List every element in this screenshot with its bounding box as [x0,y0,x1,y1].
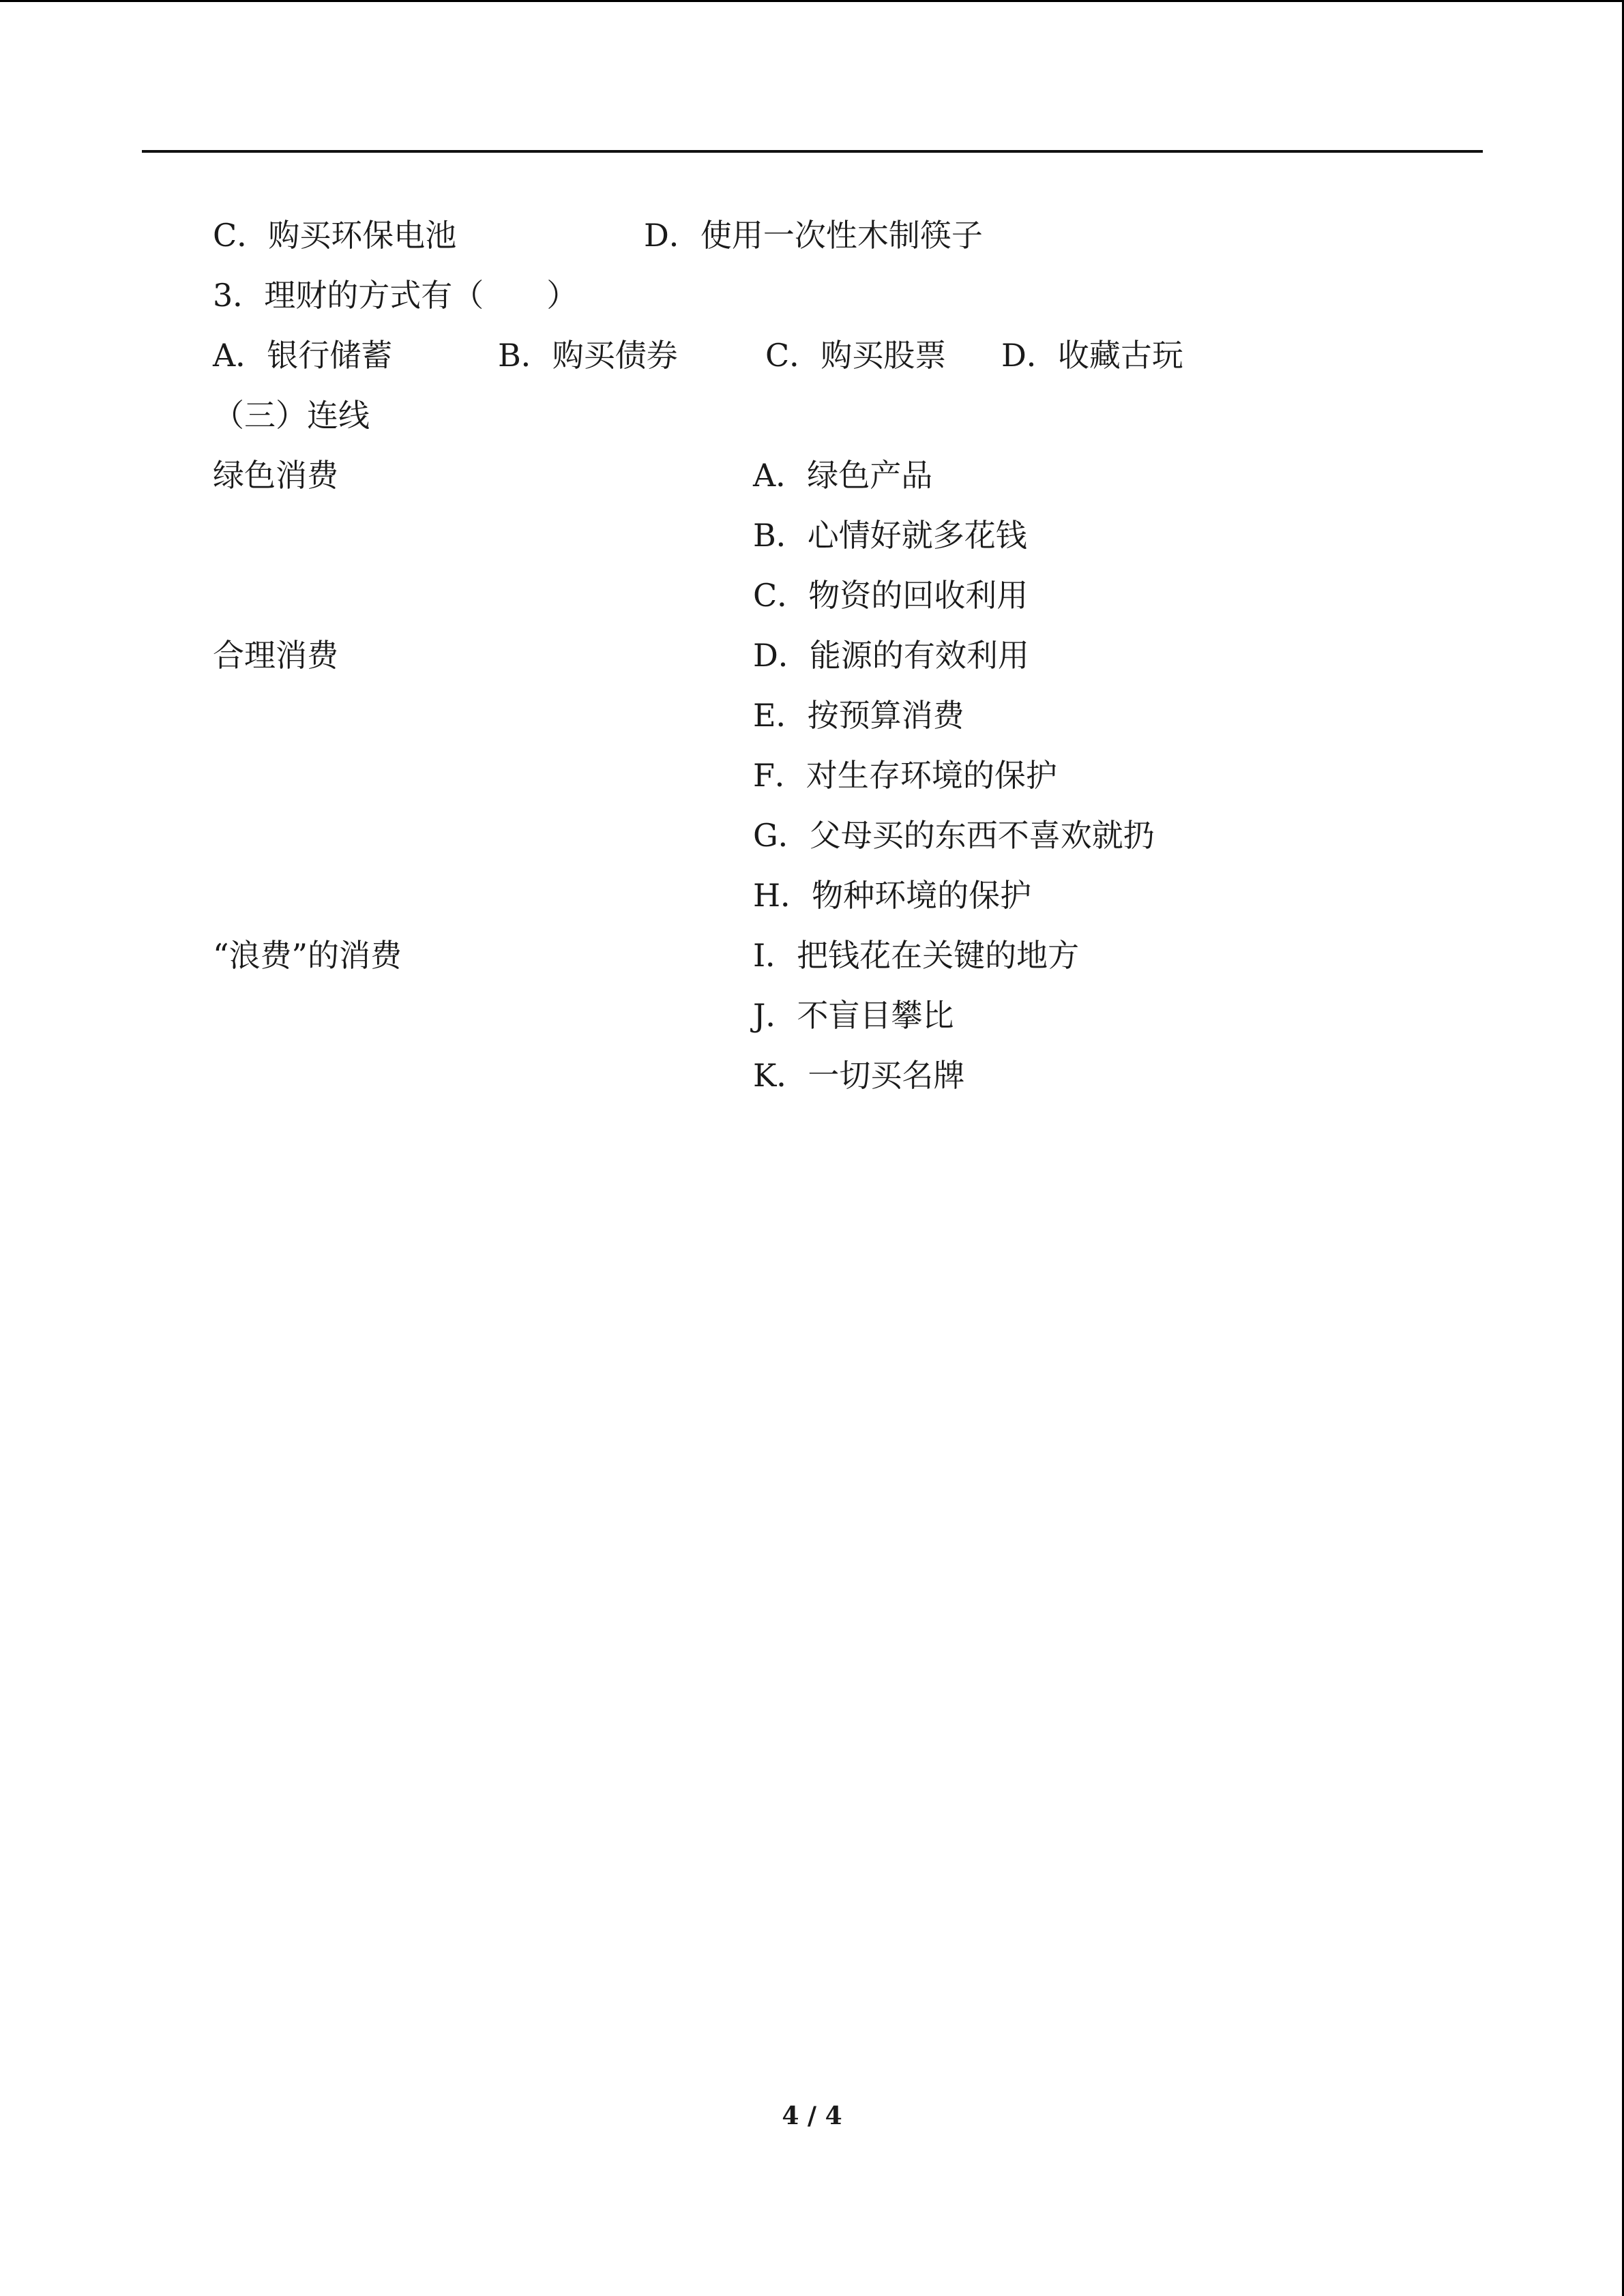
q2-option-c: C．购买环保电池 [213,217,457,254]
right-item-j: J．不盲目攀比 [753,997,954,1034]
right-item-e: E．按预算消费 [753,697,964,734]
q3-option-a: A．银行储蓄 [213,337,393,374]
page-number: 4 / 4 [782,2102,842,2130]
left-item-green-consumption: 绿色消费 [213,457,338,494]
right-item-a: A．绿色产品 [753,457,933,494]
right-item-d: D．能源的有效利用 [753,637,1029,674]
right-item-f: F．对生存环境的保护 [753,757,1057,794]
left-item-wasteful-consumption: “浪费”的消费 [213,937,402,974]
right-item-h: H．物种环境的保护 [753,877,1032,914]
q3-option-c: C．购买股票 [765,337,947,374]
q2-option-d: D．使用一次性木制筷子 [644,217,983,254]
left-item-reasonable-consumption: 合理消费 [213,637,338,674]
header-rule [142,150,1483,153]
q3-option-b: B．购买债券 [498,337,678,374]
right-item-i: I．把钱花在关键的地方 [753,937,1080,974]
right-item-k: K．一切买名牌 [753,1057,965,1094]
q3-option-d: D．收藏古玩 [1001,337,1183,374]
q3-stem: 3．理财的方式有（ ） [213,277,578,314]
right-item-b: B．心情好就多花钱 [753,517,1027,554]
right-item-c: C．物资的回收利用 [753,577,1029,614]
right-item-g: G．父母买的东西不喜欢就扔 [753,817,1155,854]
section-title-matching: （三）连线 [213,397,370,434]
